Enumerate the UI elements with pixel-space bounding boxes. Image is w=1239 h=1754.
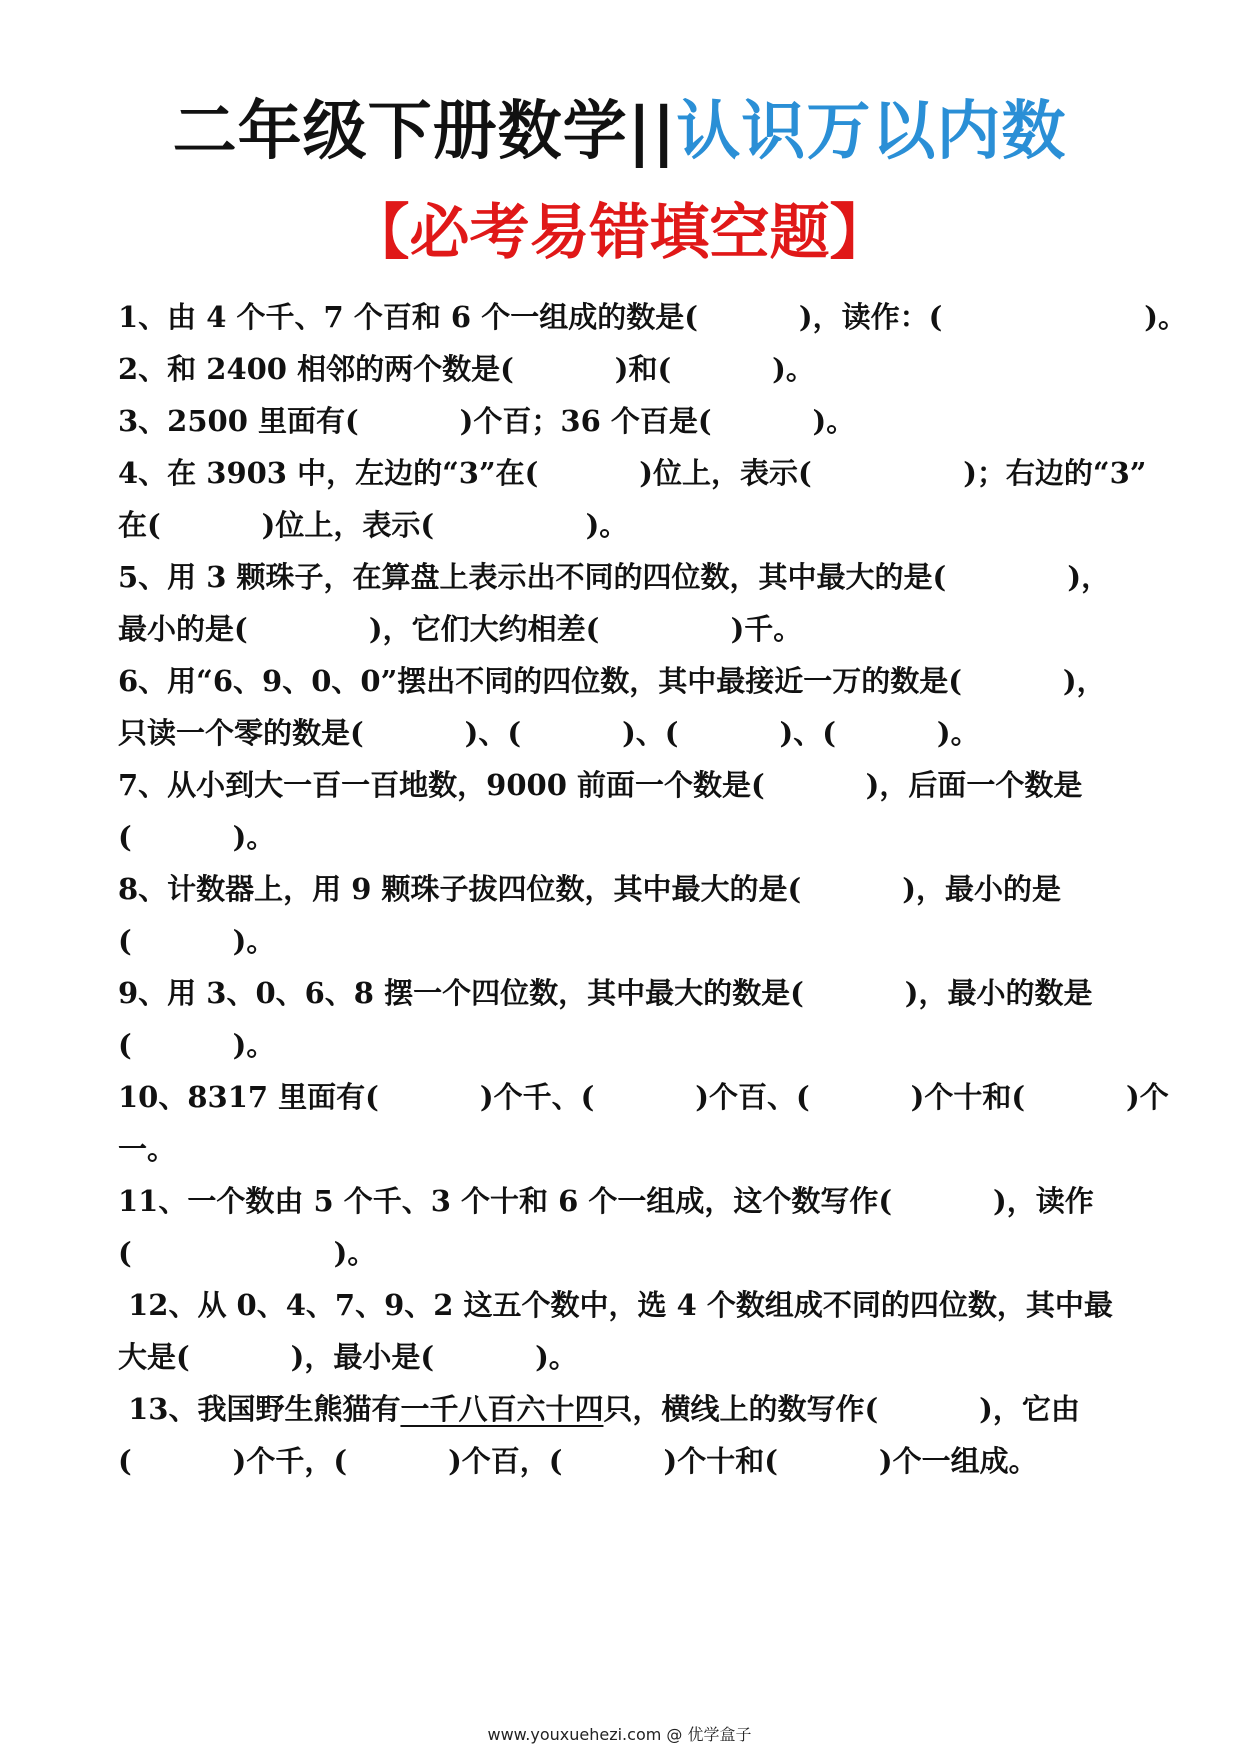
question-7-line-1: 7、从小到大一百一百地数，9000 前面一个数是( )，后面一个数是 xyxy=(118,768,1083,802)
question-13-lead: 13、我国野生熊猫有 xyxy=(118,1392,401,1426)
page-title xyxy=(0,82,1239,182)
question-6-line-2: 只读一个零的数是( )、( )、( )、( )。 xyxy=(118,716,980,750)
question-13-underlined-number: 一千八百六十四 xyxy=(400,1392,604,1426)
question-4-line-2: 在( )位上，表示( )。 xyxy=(118,508,629,542)
question-13-line-2: ( )个千，( )个百，( )个十和( )个一组成。 xyxy=(118,1444,1038,1478)
question-9-line-2: ( )。 xyxy=(118,1028,276,1062)
question-12-line-1: 12、从 0、4、7、9、2 这五个数中，选 4 个数组成不同的四位数，其中最 xyxy=(118,1288,1113,1322)
question-13-line-1 xyxy=(118,1380,1080,1438)
question-11-line-1: 11、一个数由 5 个千、3 个十和 6 个一组成，这个数写作( )，读作 xyxy=(118,1184,1094,1218)
question-13-rest: 只，横线上的数写作( )，它由 xyxy=(603,1392,1080,1426)
question-12-line-2: 大是( )，最小是( )。 xyxy=(118,1340,578,1374)
question-9-line-1: 9、用 3、0、6、8 摆一个四位数，其中最大的数是( )，最小的数是 xyxy=(118,976,1093,1010)
question-1-line-1: 1、由 4 个千、7 个百和 6 个一组成的数是( )，读作：( )。 xyxy=(118,300,1187,334)
question-10-line-1: 10、8317 里面有( )个千、( )个百、( )个十和( )个 xyxy=(118,1080,1169,1114)
question-11-line-2: ( )。 xyxy=(118,1236,377,1270)
question-6-line-1: 6、用“6、9、0、0”摆出不同的四位数，其中最接近一万的数是( )， xyxy=(118,664,1106,698)
question-3-line-1: 3、2500 里面有( )个百；36 个百是( )。 xyxy=(118,404,856,438)
question-8-line-2: ( )。 xyxy=(118,924,276,958)
question-8-line-1: 8、计数器上，用 9 颗珠子拔四位数，其中最大的是( )，最小的是 xyxy=(118,872,1061,906)
question-4-line-1: 4、在 3903 中，左边的“3”在( )位上，表示( )；右边的“3” xyxy=(118,456,1147,490)
title-topic: 认识万以内数 xyxy=(676,95,1067,169)
question-5-line-1: 5、用 3 颗珠子，在算盘上表示出不同的四位数，其中最大的是( )， xyxy=(118,560,1111,594)
page-subtitle: 【必考易错填空题】 xyxy=(349,198,890,268)
question-5-line-2: 最小的是( )，它们大约相差( )千。 xyxy=(118,612,803,646)
title-separator: || xyxy=(627,95,677,169)
footer-watermark: www.youxuehezi.com @ 优学盒子 xyxy=(487,1725,752,1744)
question-10-line-2: 一。 xyxy=(118,1132,177,1166)
title-main: 二年级下册数学 xyxy=(172,95,628,169)
question-2-line-1: 2、和 2400 相邻的两个数是( )和( )。 xyxy=(118,352,815,386)
question-7-line-2: ( )。 xyxy=(118,820,276,854)
